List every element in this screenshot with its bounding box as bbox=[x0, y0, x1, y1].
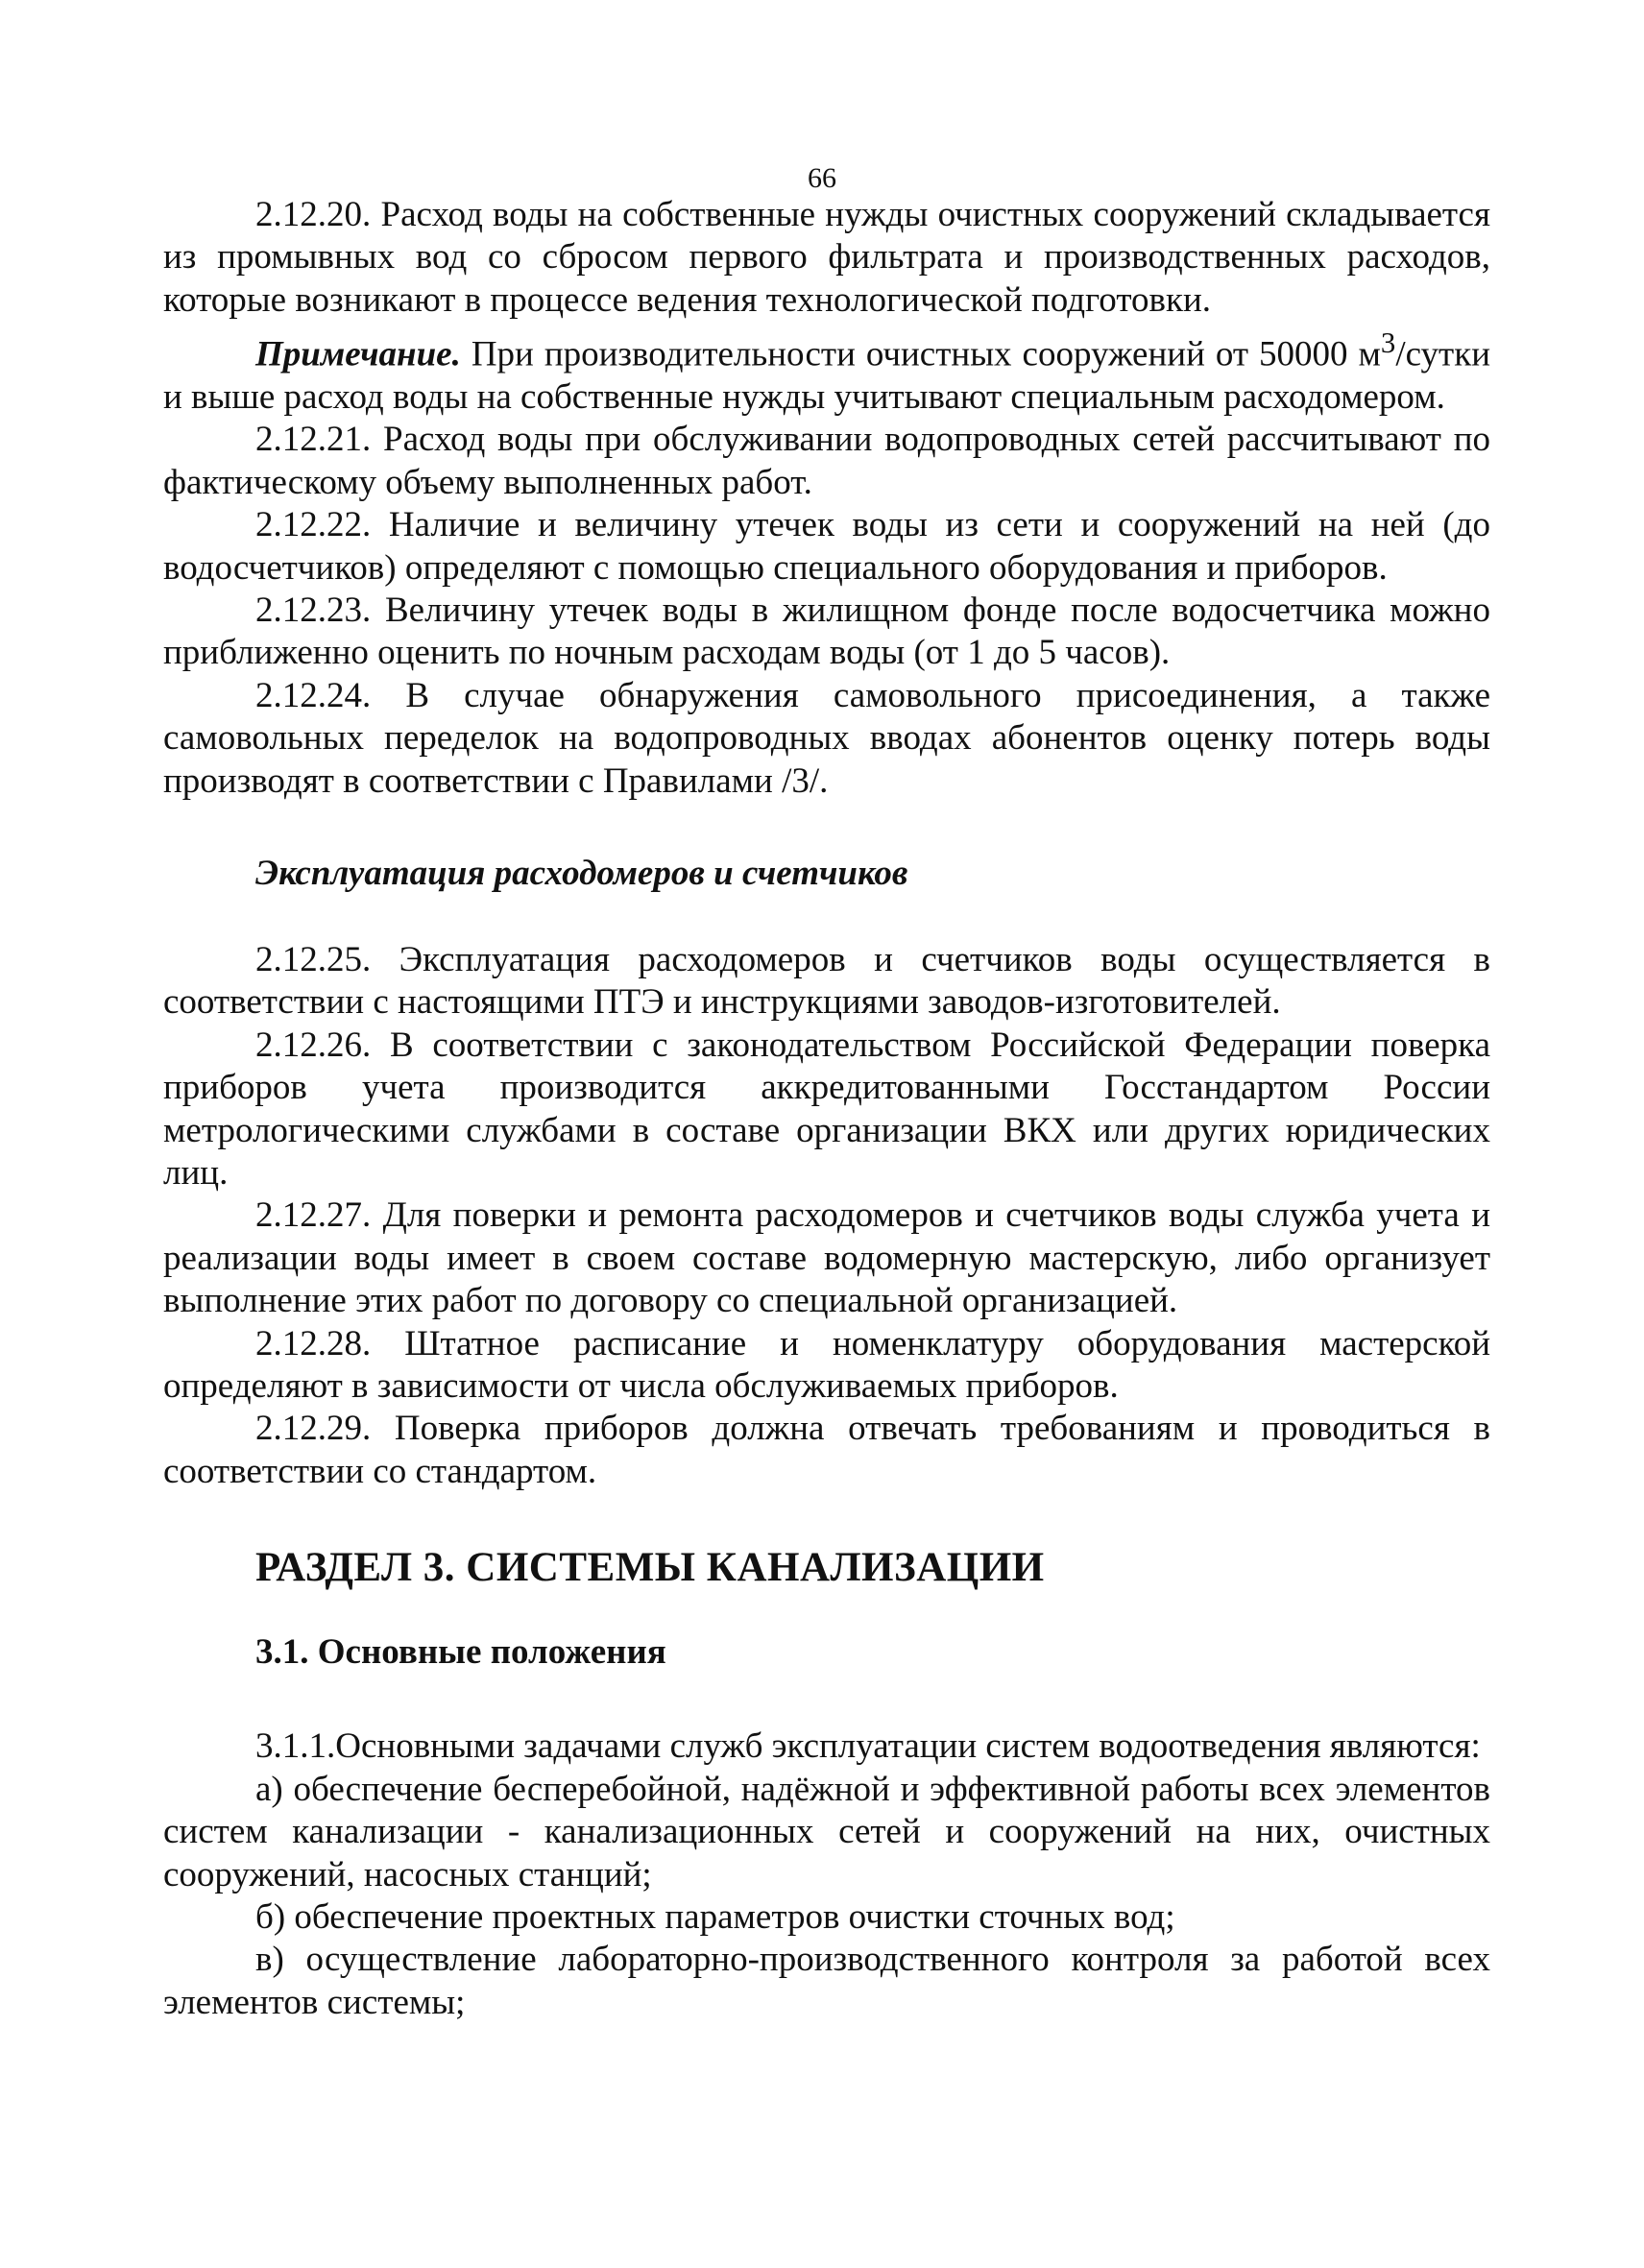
paragraph-2-12-23: 2.12.23. Величину утечек воды в жилищном фонде после водосчетчика можно приближенно оценить по ночным расходам воды (от 1 до 5 часов). bbox=[163, 590, 1490, 673]
list-item-a: а) обеспечение бесперебойной, надёжной и эффективной работы всех элементов систем канализации - канализационных сетей и сооружений на них, очистных сооружений, насосных станций; bbox=[163, 1769, 1490, 1894]
paragraph-2-12-21: 2.12.21. Расход воды при обслуживании водопроводных сетей рассчитывают по фактическому объему выполненных работ. bbox=[163, 420, 1490, 502]
paragraph-2-12-20: 2.12.20. Расход воды на собственные нужды очистных сооружений складывается из промывных вод со сбросом первого фильтрата и производственных расходов, которые возникают в процессе ведения технологической подготовки. bbox=[163, 195, 1490, 320]
paragraph-3-1-1: 3.1.1.Основными задачами служб эксплуатации систем водоотведения являются: bbox=[255, 1726, 1481, 1767]
section-title: РАЗДЕЛ 3. СИСТЕМЫ КАНАЛИЗАЦИИ bbox=[255, 1545, 1045, 1591]
note-superscript: 3 bbox=[1380, 326, 1396, 360]
list-item-b: б) обеспечение проектных параметров очистки сточных вод; bbox=[255, 1896, 1175, 1937]
note-text-part2: /сутки и выше расход воды на собственные нужды учитывают специальным расходомером. bbox=[163, 334, 1490, 417]
note-text-part1: При производительности очистных сооружений от 50000 м bbox=[460, 334, 1381, 374]
paragraph-2-12-29: 2.12.29. Поверка приборов должна отвечать требованиям и проводиться в соответствии со стандартом. bbox=[163, 1409, 1490, 1491]
paragraph-2-12-27: 2.12.27. Для поверки и ремонта расходомеров и счетчиков воды служба учета и реализации воды имеет в своем составе водомерную мастерскую, либо организует выполнение этих работ по договору со специальной организацией. bbox=[163, 1195, 1490, 1321]
subheading-meters: Эксплуатация расходомеров и счетчиков bbox=[255, 854, 908, 894]
paragraph-2-12-25: 2.12.25. Эксплуатация расходомеров и счетчиков воды осуществляется в соответствии с настоящими ПТЭ и инструкциями заводов-изготовителей. bbox=[163, 940, 1490, 1023]
note-label: Примечание. bbox=[255, 334, 461, 374]
subsection-title: 3.1. Основные положения bbox=[255, 1632, 666, 1673]
paragraph-note bbox=[163, 322, 1490, 419]
page-number: 66 bbox=[808, 162, 836, 194]
paragraph-2-12-22: 2.12.22. Наличие и величину утечек воды из сети и сооружений на ней (до водосчетчиков) определяют с помощью специального оборудования и приборов. bbox=[163, 505, 1490, 588]
page-body bbox=[163, 194, 1490, 2024]
paragraph-2-12-26: 2.12.26. В соответствии с законодательством Российской Федерации поверка приборов учета производится аккредитованными Госстандартом России метрологическими службами в составе организации ВКХ или других юридических лиц. bbox=[163, 1025, 1490, 1194]
list-item-c: в) осуществление лабораторно-производственного контроля за работой всех элементов системы; bbox=[163, 1940, 1490, 2022]
paragraph-2-12-24: 2.12.24. В случае обнаружения самовольного присоединения, а также самовольных переделок на водопроводных вводах абонентов оценку потерь воды производят в соответствии с Правилами /3/. bbox=[163, 675, 1490, 801]
paragraph-2-12-28: 2.12.28. Штатное расписание и номенклатуру оборудования мастерской определяют в зависимости от числа обслуживаемых приборов. bbox=[163, 1323, 1490, 1407]
